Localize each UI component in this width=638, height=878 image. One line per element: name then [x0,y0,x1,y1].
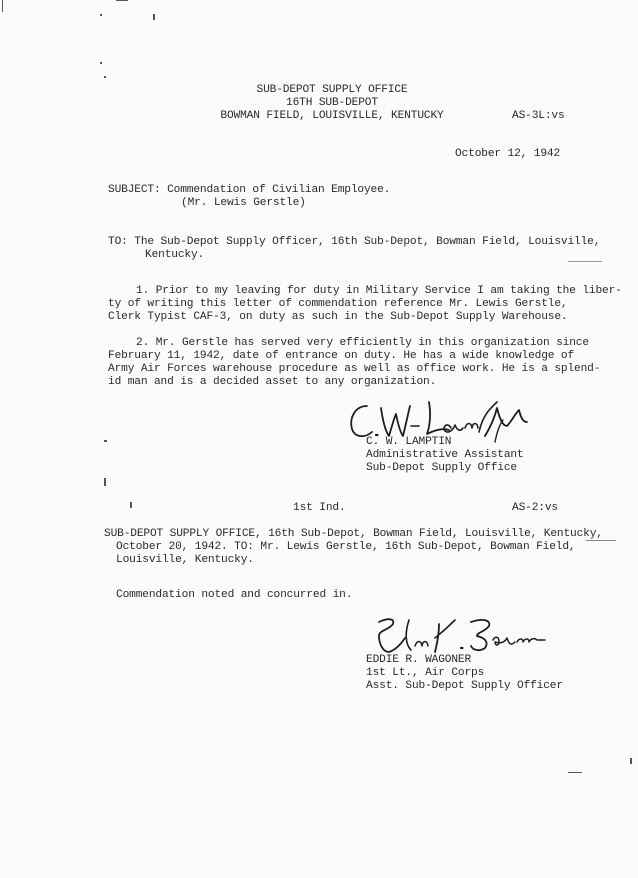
file-reference: AS-3L:vs [512,110,565,122]
paragraph-2-line-2: February 11, 1942, date of entrance on duty. He has a wide knowledge of [108,350,575,362]
scan-speck [586,540,616,541]
scan-mark-top [116,0,128,1]
scan-speck [104,440,107,442]
paragraph-1-line-2: ty of writing this letter of commendation reference Mr. Lewis Gerstle, [108,298,568,310]
paragraph-2-line-3: Army Air Forces warehouse procedure as well as office work. He is a splend- [108,363,601,375]
indorsement-body: Commendation noted and concurred in. [116,589,353,601]
letterhead-depot: 16TH SUB-DEPOT [286,97,378,109]
to-line: TO: The Sub-Depot Supply Officer, 16th Sub-Depot, Bowman Field, Louisville, [108,236,601,248]
signatory-2-name: EDDIE R. WAGONER [366,654,472,666]
scan-speck [130,502,132,508]
scan-speck [100,62,102,64]
paragraph-1-line-3: Clerk Typist CAF-3, on duty as such in the Sub-Depot Supply Warehouse. [108,311,568,323]
to-line-continued: Kentucky. [145,249,205,261]
indorsement-header-line-2: October 20, 1942. TO: Mr. Lewis Gerstle, 16th Sub-Depot, Bowman Field, [116,541,576,553]
signatory-2-title: Asst. Sub-Depot Supply Officer [366,680,563,692]
signatory-1-office: Sub-Depot Supply Office [366,462,517,474]
scan-speck [568,772,582,773]
scan-speck [104,76,106,78]
scan-speck [153,14,155,20]
letterhead-location: BOWMAN FIELD, LOUISVILLE, KENTUCKY [220,110,444,122]
signatory-2-rank: 1st Lt., Air Corps [366,667,485,679]
scan-mark-top-left [2,0,3,12]
signatory-1-name: C. W. LAMPTIN [366,436,452,448]
subject-name: (Mr. Lewis Gerstle) [181,197,306,209]
paragraph-2-line-1: 2. Mr. Gerstle has served very efficiently in this organization since [136,337,589,349]
scan-speck [630,758,632,764]
letterhead-office: SUB-DEPOT SUPPLY OFFICE [256,84,408,96]
scan-speck [100,14,102,16]
paragraph-2-line-4: id man and is a decided asset to any organization. [108,376,437,388]
indorsement-file-reference: AS-2:vs [512,502,558,514]
indorsement-header-line-1: SUB-DEPOT SUPPLY OFFICE, 16th Sub-Depot, Bowman Field, Louisville, Kentucky, [104,528,603,540]
indorsement-label: 1st Ind. [293,502,346,514]
signatory-1-title: Administrative Assistant [366,449,524,461]
indorsement-header-line-3: Louisville, Kentucky. [116,554,254,566]
letter-date: October 12, 1942 [455,148,561,160]
scan-speck [568,261,602,262]
scan-speck [104,478,106,486]
subject-line: SUBJECT: Commendation of Civilian Employee. [108,184,391,196]
paragraph-1-line-1: 1. Prior to my leaving for duty in Military Service I am taking the liber- [136,285,622,297]
signature-wagoner [365,610,555,658]
